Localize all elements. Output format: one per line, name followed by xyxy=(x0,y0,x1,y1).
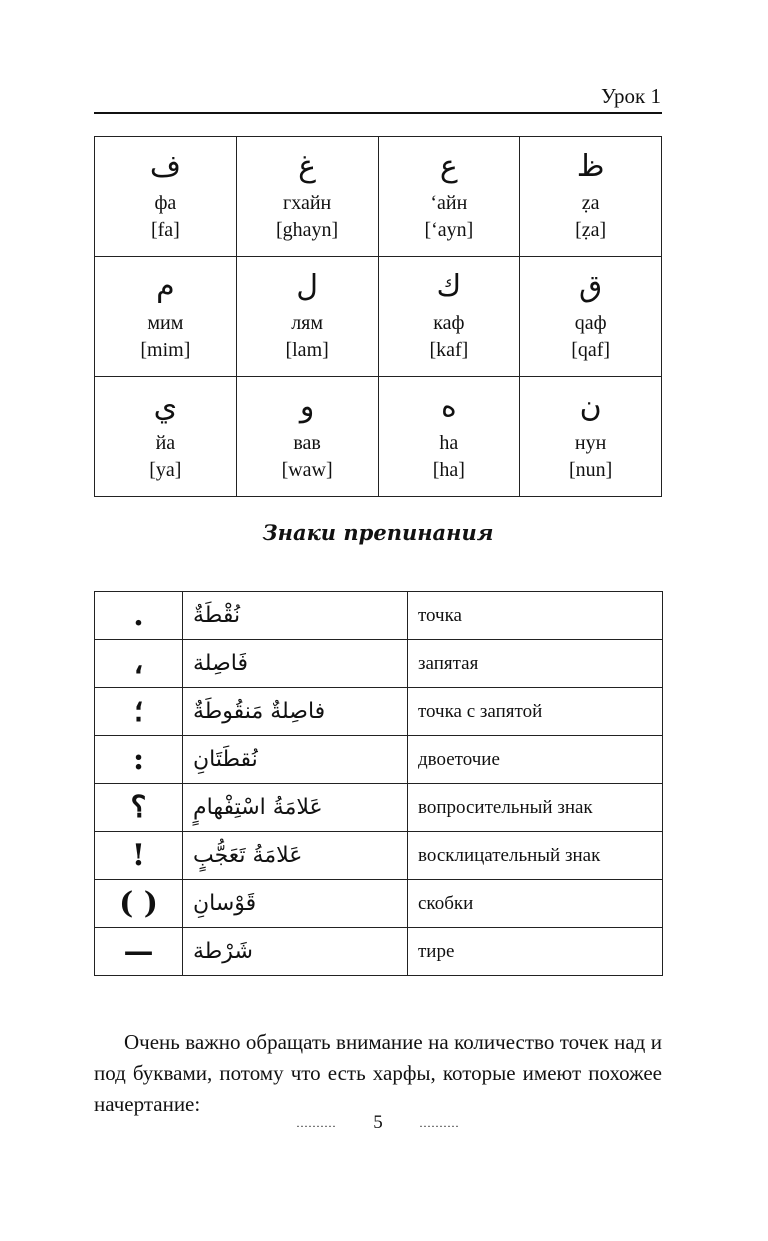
letter-cell xyxy=(95,377,237,497)
punct-arabic-name: شَرْطة xyxy=(193,938,253,964)
punct-sign: ( ) xyxy=(119,885,158,921)
punct-russian-name: двоеточие xyxy=(418,748,500,770)
letter-name-latin: [ya] xyxy=(149,459,182,481)
arabic-letter: م xyxy=(156,269,175,304)
table-row xyxy=(95,640,663,688)
punct-arabic-cell xyxy=(183,832,408,880)
punct-arabic-name: فاصِلةٌ مَنقُوطَةٌ xyxy=(193,698,326,724)
punct-arabic-name: فَاصِلة xyxy=(193,650,248,676)
arabic-letter: ه xyxy=(441,389,457,424)
punct-sign: ؛ xyxy=(133,693,144,729)
punct-russian-cell xyxy=(408,880,663,928)
punct-russian-cell xyxy=(408,688,663,736)
punct-russian-cell xyxy=(408,640,663,688)
punct-russian-cell xyxy=(408,832,663,880)
letter-name-ru: лям xyxy=(291,312,324,334)
letter-name-latin: [kaf] xyxy=(429,339,469,361)
letter-cell xyxy=(520,257,662,377)
punct-russian-cell xyxy=(408,736,663,784)
punct-sign-cell xyxy=(95,784,183,832)
punct-russian-name: скобки xyxy=(418,892,474,914)
letter-name-ru: вав xyxy=(293,432,321,454)
punct-sign: . xyxy=(133,597,144,633)
punct-sign-cell xyxy=(95,688,183,736)
punct-sign-cell xyxy=(95,736,183,784)
letter-name-latin: [nun] xyxy=(568,459,613,481)
punct-arabic-cell xyxy=(183,784,408,832)
arabic-letter: ظ xyxy=(576,149,605,184)
page-number: 5 xyxy=(373,1112,383,1133)
punct-russian-name: запятая xyxy=(418,652,479,674)
arabic-letter: ن xyxy=(579,389,602,424)
running-head: Урок 1 xyxy=(601,84,661,108)
table-row xyxy=(95,832,663,880)
punct-sign-cell xyxy=(95,640,183,688)
letter-cell xyxy=(236,377,378,497)
letter-name-ru: мим xyxy=(147,312,184,334)
arabic-letter: ك xyxy=(436,269,462,304)
table-row xyxy=(95,928,663,976)
alphabet-table xyxy=(94,136,662,497)
arabic-letter: ي xyxy=(153,389,178,424)
letter-name-ru: ha xyxy=(439,432,459,454)
arabic-letter: ق xyxy=(578,269,603,304)
punct-russian-name: восклицательный знак xyxy=(418,844,601,866)
letter-name-latin: [qaf] xyxy=(571,339,611,361)
body-paragraph: Очень важно обращать внимание на количество точек над и под буквами, потому что есть харфы, которые имеют похожее начертание: xyxy=(94,1030,662,1116)
punct-russian-cell xyxy=(408,784,663,832)
letter-name-latin: [fa] xyxy=(150,219,180,241)
letter-name-ru: йа xyxy=(155,432,176,454)
alphabet-row xyxy=(95,377,662,497)
arabic-letter: ف xyxy=(149,149,181,184)
header-rule xyxy=(94,112,662,114)
letter-name-ru: ẓa xyxy=(581,192,600,214)
punct-sign-cell xyxy=(95,880,183,928)
letter-cell xyxy=(520,377,662,497)
letter-cell xyxy=(378,257,520,377)
punct-sign: : xyxy=(132,741,145,777)
punct-russian-cell xyxy=(408,928,663,976)
table-row xyxy=(95,784,663,832)
table-row xyxy=(95,880,663,928)
arabic-letter: و xyxy=(299,389,315,424)
punct-russian-name: тире xyxy=(418,940,455,962)
punct-sign-cell xyxy=(95,592,183,640)
punct-arabic-name: نُقطَتَانِ xyxy=(193,746,258,772)
letter-cell xyxy=(95,257,237,377)
punct-arabic-cell xyxy=(183,640,408,688)
letter-cell xyxy=(520,137,662,257)
letter-name-latin: [ghayn] xyxy=(276,219,339,241)
punct-arabic-cell xyxy=(183,928,408,976)
table-row xyxy=(95,688,663,736)
letter-name-ru: qaф xyxy=(574,312,607,334)
punct-arabic-name: عَلامَةُ اسْتِفْهامٍ xyxy=(193,794,323,820)
letter-name-latin: [waw] xyxy=(281,459,333,481)
letter-name-latin: [ẓa] xyxy=(575,219,607,241)
letter-name-latin: [ha] xyxy=(432,459,465,481)
punct-arabic-cell xyxy=(183,688,408,736)
alphabet-row xyxy=(95,257,662,377)
alphabet-row xyxy=(95,137,662,257)
letter-cell xyxy=(236,137,378,257)
punct-arabic-cell xyxy=(183,736,408,784)
punct-arabic-name: عَلامَةُ تَعَجُّبٍ xyxy=(193,842,303,868)
footer-dots-right: .......... xyxy=(419,1116,460,1131)
table-row xyxy=(95,592,663,640)
punct-russian-cell xyxy=(408,592,663,640)
letter-name-ru: гхайн xyxy=(283,192,332,214)
table-row xyxy=(95,736,663,784)
letter-name-ru: нун xyxy=(574,432,607,454)
punct-sign-cell xyxy=(95,928,183,976)
letter-cell xyxy=(95,137,237,257)
punct-arabic-cell xyxy=(183,592,408,640)
section-title: Знаки препинания xyxy=(262,520,494,545)
footer-dots-left: .......... xyxy=(296,1116,337,1131)
punct-sign: — xyxy=(123,933,154,969)
punct-arabic-name: نُقْطَةٌ xyxy=(193,602,241,628)
letter-name-ru: фа xyxy=(154,192,177,214)
punct-arabic-cell xyxy=(183,880,408,928)
letter-cell xyxy=(378,137,520,257)
arabic-letter: ل xyxy=(296,269,319,304)
punct-sign: ! xyxy=(131,837,146,873)
letter-name-ru: ‘айн xyxy=(430,192,468,214)
letter-name-latin: [lam] xyxy=(285,339,329,361)
letter-cell xyxy=(378,377,520,497)
letter-name-latin: [mim] xyxy=(140,339,191,361)
punct-sign: ، xyxy=(133,645,144,681)
punct-sign-cell xyxy=(95,832,183,880)
punct-sign: ؟ xyxy=(130,789,147,825)
punct-russian-name: точка с запятой xyxy=(418,700,543,722)
arabic-letter: ع xyxy=(439,149,458,184)
punct-russian-name: вопросительный знак xyxy=(418,796,593,818)
letter-name-ru: каф xyxy=(433,312,465,334)
letter-name-latin: [‘ayn] xyxy=(424,219,474,241)
arabic-letter: غ xyxy=(298,149,317,184)
page-footer xyxy=(94,1112,662,1134)
punctuation-table xyxy=(94,591,663,976)
punct-arabic-name: قَوْسانِ xyxy=(193,890,257,916)
letter-cell xyxy=(236,257,378,377)
punct-russian-name: точка xyxy=(418,604,462,626)
